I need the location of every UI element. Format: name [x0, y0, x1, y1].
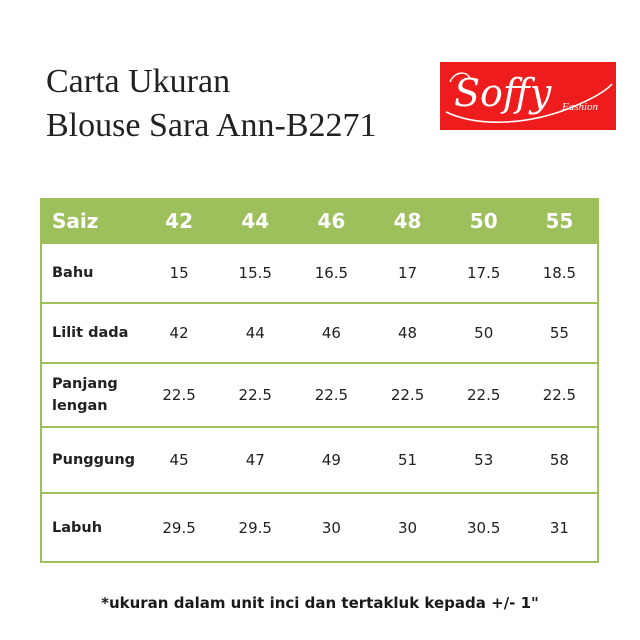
table-cell: 22.5 [522, 363, 598, 427]
header-size: 42 [141, 198, 217, 244]
table-cell: 22.5 [446, 363, 522, 427]
table-cell: 22.5 [141, 363, 217, 427]
table-cell: 16.5 [314, 264, 349, 282]
table-cell: 31 [522, 493, 598, 562]
header-size: 46 [293, 198, 369, 244]
table-cell: 17.5 [467, 264, 501, 282]
logo-sub-text: Fashion [562, 101, 599, 113]
table-cell: 50 [446, 303, 522, 363]
size-chart-table [40, 198, 599, 563]
table-row [41, 244, 598, 303]
brand-logo [440, 62, 616, 130]
table-cell: 46 [293, 303, 369, 363]
row-label: Lilit dada [41, 303, 141, 363]
row-label: Labuh [41, 493, 141, 562]
header-saiz: Saiz [41, 198, 141, 244]
row-label: Panjang lengan [41, 363, 141, 427]
table-cell: 22.5 [217, 363, 293, 427]
table-row [41, 303, 598, 363]
page-title [46, 60, 377, 148]
title-line-1: Carta Ukuran [46, 63, 231, 100]
table-cell: 17 [398, 264, 418, 282]
table-row [41, 427, 598, 493]
table-cell: 30 [293, 493, 369, 562]
table-row [41, 363, 598, 427]
table-cell: 45 [141, 427, 217, 493]
table-cell: 47 [217, 427, 293, 493]
table-cell: 29.5 [141, 493, 217, 562]
table-cell: 30.5 [446, 493, 522, 562]
table-cell: 44 [217, 303, 293, 363]
table-cell: 58 [522, 427, 598, 493]
table-cell: 55 [522, 303, 598, 363]
table-cell: 22.5 [369, 363, 445, 427]
table-cell: 15 [169, 264, 189, 282]
row-label: Punggung [41, 427, 141, 493]
table-cell: 51 [369, 427, 445, 493]
table-cell: 42 [141, 303, 217, 363]
table-cell: 49 [293, 427, 369, 493]
table-cell: 30 [369, 493, 445, 562]
table-row [41, 493, 598, 562]
title-line-2: Blouse Sara Ann-B2271 [46, 107, 377, 144]
table-cell: 53 [446, 427, 522, 493]
table-cell: 15.5 [238, 264, 272, 282]
header-size: 44 [217, 198, 293, 244]
logo-brand-text: Soffy [454, 71, 552, 115]
header-size: 55 [522, 198, 598, 244]
table-cell: 29.5 [217, 493, 293, 562]
header-size: 50 [446, 198, 522, 244]
table-cell: 48 [369, 303, 445, 363]
header-size: 48 [369, 198, 445, 244]
table-cell: 22.5 [293, 363, 369, 427]
size-note: *ukuran dalam unit inci dan tertakluk kepada +/- 1" [101, 594, 539, 612]
row-label: Bahu [52, 265, 94, 281]
table-header-row [41, 198, 598, 244]
table-cell: 18.5 [542, 264, 577, 282]
